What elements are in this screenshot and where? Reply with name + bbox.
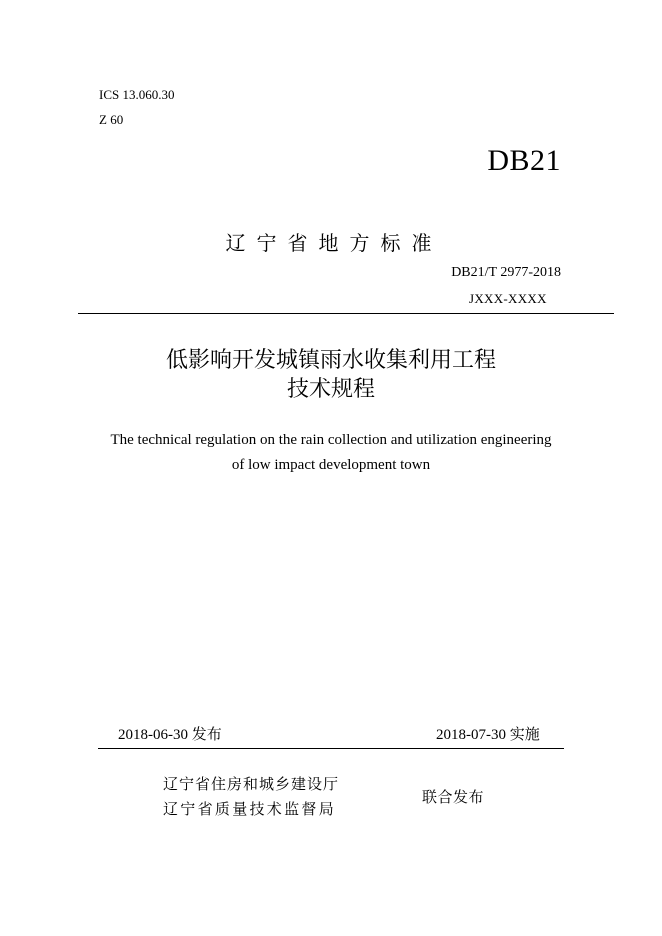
title-en-line1: The technical regulation on the rain collection and utilization engineering — [110, 432, 552, 448]
header-divider — [78, 313, 614, 314]
classification-code: Z 60 — [99, 112, 124, 127]
title-cn-line1: 低影响开发城镇雨水收集利用工程 — [165, 347, 496, 372]
replaced-standard-number: JXXX-XXXX — [469, 291, 547, 306]
standard-number: DB21/T 2977-2018 — [451, 265, 561, 280]
issuer-quality-bureau: 辽宁省质量技术监督局 — [163, 802, 337, 818]
joint-issue-label: 联合发布 — [422, 790, 485, 806]
title-cn-line2: 技术规程 — [286, 376, 375, 401]
standard-category: 辽宁省地方标准 — [225, 233, 443, 255]
db-code: DB21 — [487, 144, 561, 177]
issuer-housing-department: 辽宁省住房和城乡建设厅 — [163, 777, 340, 793]
footer-divider — [98, 748, 564, 749]
ics-code: ICS 13.060.30 — [99, 87, 175, 102]
title-en-line2: of low impact development town — [231, 457, 431, 473]
publish-date: 2018-06-30 发布 — [118, 727, 222, 743]
implementation-date: 2018-07-30 实施 — [436, 727, 540, 743]
